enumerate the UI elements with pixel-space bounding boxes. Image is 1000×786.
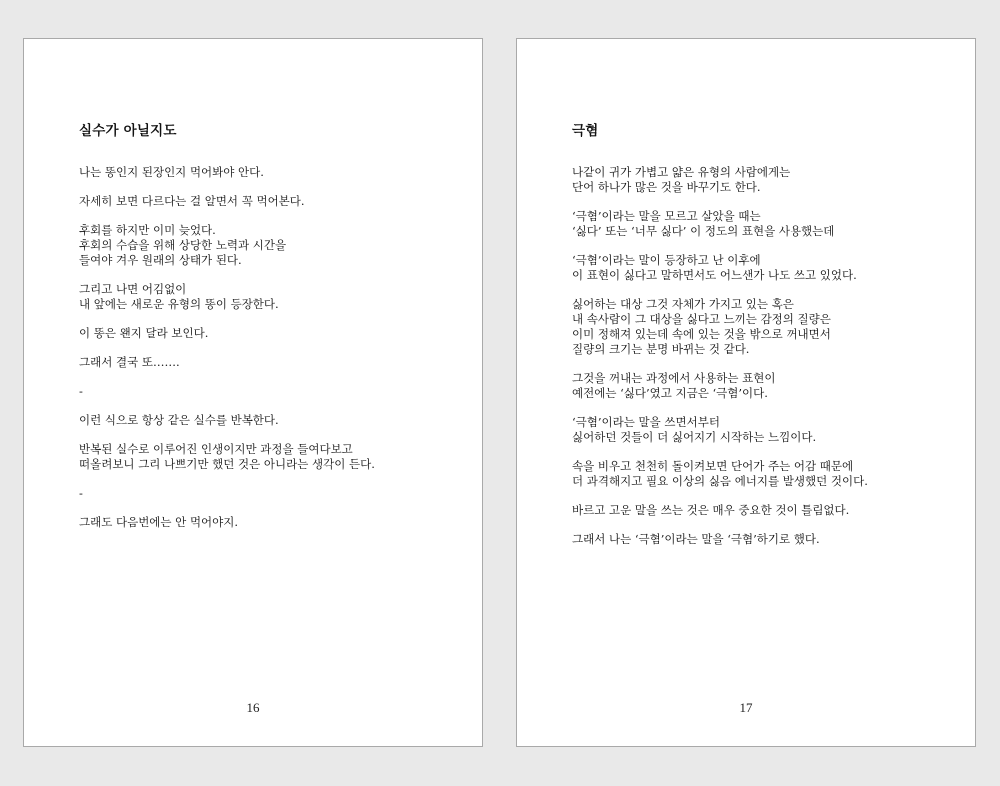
paragraph: 그래도 다음번에는 안 먹어야지. (79, 515, 239, 529)
page-number: 16 (246, 700, 260, 715)
paragraph: 자세히 보면 다르다는 걸 알면서 꼭 먹어본다. (79, 194, 305, 208)
paragraph: 그것을 꺼내는 과정에서 사용하는 표현이 예전에는 ‘싫다’였고 지금은 ‘극혐’이다. (572, 371, 776, 400)
paragraph: 반복된 실수로 이루어진 인생이지만 과정을 들여다보고 떠올려보니 그리 나쁘기만 했던 것은 아니라는 생각이 든다. (79, 442, 375, 471)
paragraph: 이 똥은 왠지 달라 보인다. (79, 326, 209, 340)
paragraph: ‘극혐’이라는 말이 등장하고 난 이후에 이 표현이 싫다고 말하면서도 어느샌가 나도 쓰고 있었다. (572, 253, 857, 282)
left-page (23, 38, 483, 747)
paragraph: 속을 비우고 천천히 돌이켜보면 단어가 주는 어감 때문에 더 과격해지고 필요 이상의 싫음 에너지를 발생했던 것이다. (572, 459, 868, 488)
page-body (572, 165, 955, 561)
paragraph: 그래서 나는 ‘극혐’이라는 말을 ‘극혐’하기로 했다. (572, 532, 820, 546)
paragraph: 나같이 귀가 가볍고 얇은 유형의 사람에게는 단어 하나가 많은 것을 바꾸기도 한다. (572, 165, 791, 194)
paragraph: 그리고 나면 어김없이 내 앞에는 새로운 유형의 똥이 등장한다. (79, 282, 279, 311)
paragraph: ‘극혐’이라는 말을 모르고 살았을 때는 ‘싫다’ 또는 ‘너무 싫다’ 이 정도의 표현을 사용했는데 (572, 209, 835, 238)
paragraph: 나는 똥인지 된장인지 먹어봐야 안다. (79, 165, 264, 179)
paragraph: 그래서 결국 또……. (79, 355, 180, 369)
paragraph: 이런 식으로 항상 같은 실수를 반복한다. (79, 413, 279, 427)
right-page (516, 38, 976, 747)
page-body (79, 165, 462, 544)
section-separator: - (79, 486, 83, 500)
page-title: 극혐 (572, 123, 599, 139)
paragraph: 바르고 고운 말을 쓰는 것은 매우 중요한 것이 틀림없다. (572, 503, 850, 517)
paragraph: 후회를 하지만 이미 늦었다. 후회의 수습을 위해 상당한 노력과 시간을 들여야 겨우 원래의 상태가 된다. (79, 223, 287, 267)
paragraph: ‘극혐’이라는 말을 쓰면서부터 싫어하던 것들이 더 싫어지기 시작하는 느낌이다. (572, 415, 817, 444)
paragraph: 싫어하는 대상 그것 자체가 가지고 있는 혹은 내 속사람이 그 대상을 싫다고 느끼는 감정의 질량은 이미 정해져 있는데 속에 있는 것을 밖으로 꺼내면서 질량의 크기는 분명 바뀌는 것 같다. (572, 297, 831, 356)
page-number: 17 (739, 700, 753, 715)
section-separator: - (79, 384, 83, 398)
page-title: 실수가 아닐지도 (79, 123, 177, 139)
